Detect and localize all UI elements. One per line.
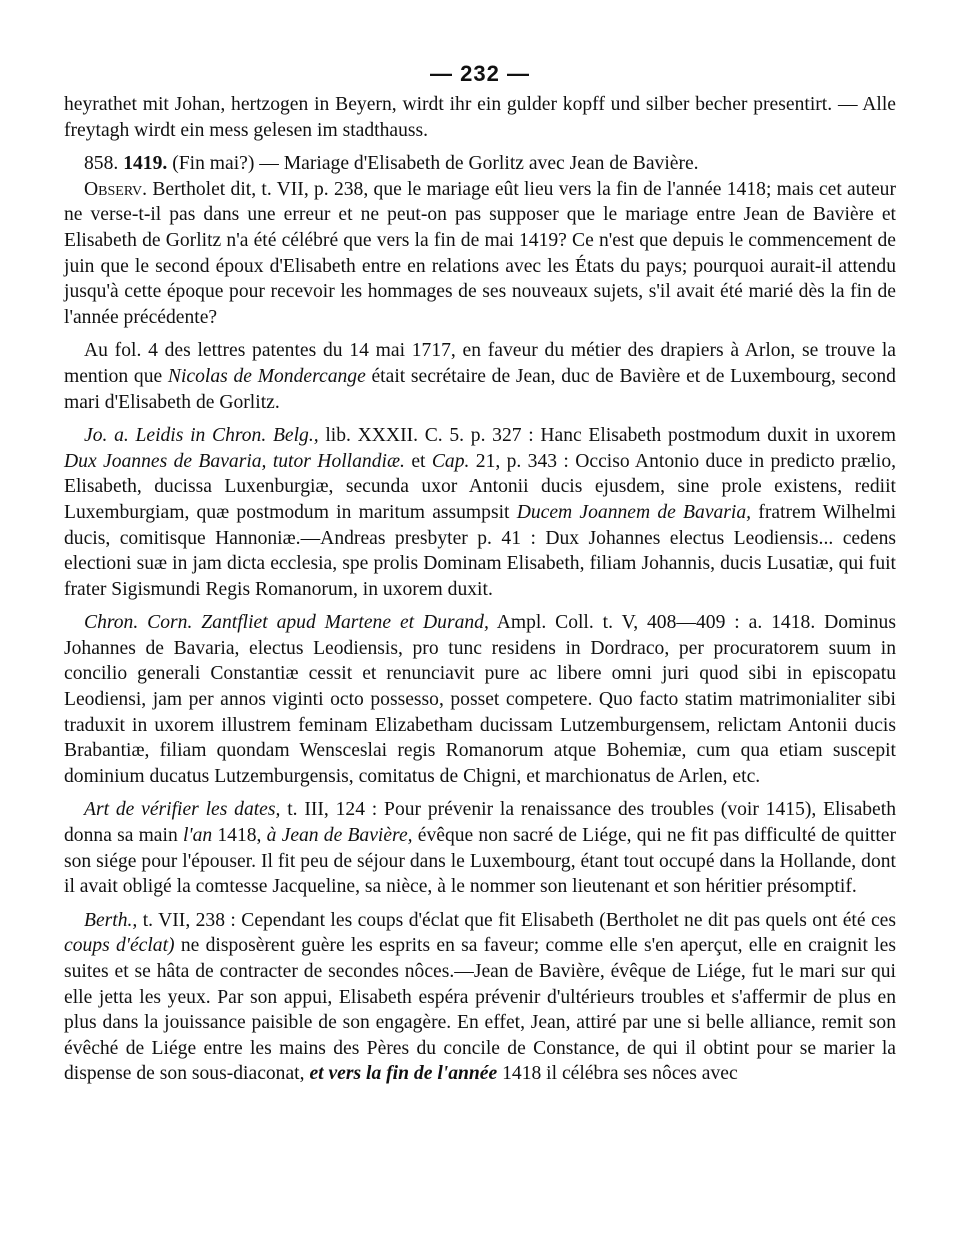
text-segment: 1418, (217, 825, 262, 847)
text-segment: 1418 il célébra ses nôces avec (502, 1063, 738, 1085)
italic-phrase: coups d'éclat) (64, 935, 175, 957)
italic-name: Nicolas de Mondercange (167, 365, 366, 387)
paragraph-leidis-chron (64, 423, 896, 602)
entry-title: (Fin mai?) — Mariage d'Elisabeth de Gorlitz avec Jean de Bavière. (172, 153, 699, 175)
italic-phrase: Cap. (431, 450, 470, 472)
source-citation: Jo. a. Leidis in Chron. Belg., (84, 425, 319, 447)
observation-text: Bertholet dit, t. VII, p. 238, que le mariage eût lieu vers la fin de l'année 1418; mais cet auteur ne verse-t-il pas dans une erreur et ne peut-on pas supposer que le mariage entre Jean de Bavière et Elisabeth de Gorlitz n'a été célébré que vers la fin de mai 1419? Ce n'est que depuis le commencement de juin que le second époux d'Elisabeth entre en relations avec les États du pays; pourquoi aurait-il attendu jusqu'à cette époque pour recevoir les hommages de ses nouveaux sujets, s'il avait été marié dès la fin de l'année précédente? (64, 178, 896, 328)
observation-paragraph (64, 177, 896, 331)
source-citation: Art de vérifier les dates, (84, 799, 281, 821)
italic-phrase: l'an (182, 825, 213, 847)
observation-label: Observ. (84, 178, 148, 200)
text-segment: était secrétaire de Jean, duc de Bavière et de Luxembourg, second mari d'Elisabeth de Gorlitz. (64, 365, 896, 413)
paragraph-1 (64, 92, 896, 143)
text-segment: t. III, 124 : Pour prévenir la renaissance des troubles (voir 1415), Elisabeth donna sa main (64, 799, 896, 847)
paragraph-art-de-verifier (64, 797, 896, 899)
source-citation: Berth., (84, 909, 138, 931)
source-citation: Chron. Corn. Zantfliet apud Martene et Durand, (84, 612, 489, 634)
paragraph-lettres-patentes (64, 338, 896, 415)
entry-number: 858. (84, 153, 119, 175)
text-segment: 21, p. 343 : Occiso Antonio duce in predicto prælio, Elisabeth, ducissa Luxenburgiæ, secunda uxor Antonii ducis ejusdem, sine prole existens, rediit Luxemburgiam, quæ postmodum in maritum assumpsit (64, 450, 897, 523)
document-page (64, 56, 896, 1087)
entry-858-heading (64, 151, 896, 177)
entry-year: 1419. (123, 153, 168, 175)
italic-phrase: Dux Joannes de Bavaria, tutor Hollandiæ. (64, 450, 405, 472)
text-segment: lib. XXXII. C. 5. p. 327 : Hanc Elisabeth postmodum duxit in uxorem (325, 425, 896, 447)
text-segment: Au fol. 4 des lettres patentes du 14 mai 1717, en faveur du métier des drapiers à Arlon, se trouve la mention que (64, 340, 896, 387)
page-number: — 232 — (430, 61, 530, 86)
text-segment: évêque non sacré de Liége, qui ne fit pas difficulté de quitter son siége pour l'épouser. Il fit peu de séjour dans le Luxembourg, étant tout occupé dans la Hollande, dont il avait obligé la comtesse Jacqueline, sa nièce, à le nommer son lieutenant et son héritier présomptif. (64, 825, 896, 898)
text-segment: ne disposèrent guère les esprits en sa faveur; comme elle s'en aperçut, elle en craignit les suites et se hâta de contracter de secondes nôces.—Jean de Bavière, évêque de Liége, fut le mari sur qui elle jetta les yeux. Par son appui, Elisabeth espéra prévenir d'ultérieurs troubles et s'affermir de plus en plus dans la jouissance paisible de son engagère. En effet, Jean, attiré par une si belle alliance, remit son évêché de Liége entre les mains des Pères du concile de Constance, de qui il obtint pour se marier la dispense de son sous-diaconat, (64, 935, 896, 1085)
text-segment: Ampl. Coll. t. V, 408—409 : a. 1418. Dominus Johannes de Bavaria, electus Leodiensis, pro tunc residens in Dordraco, per procuratorem suum in concilio generali Constantiæ cessit et renunciavit pure ac libere omni juri quod sibi in episcopatu Leodiensi, jam per annos viginti octo possesso, posset competere. Quo facto statim matrimonialiter sibi traduxit in uxorem illustrem feminam Elizabetham ducissam Lutzemburgensem, relictam Antonii ducis Brabantiæ, filiam quondam Wensceslai regis Romanorum atque Bohemiæ, cum qua etiam suscepit dominium ducatus Lutzemburgensis, comitatus de Chigni, et marchionatus de Arlen, etc. (64, 612, 896, 787)
paragraph-bertholet (64, 908, 896, 1087)
text-segment: fratrem Wilhelmi ducis, comitisque Hannoniæ.—Andreas presbyter p. 41 : Dux Johannes electus Leodiensis... cedens electioni suæ in jam dicta ecclesia, spe prolis Dominam Elisabeth, filiam Johannis, ducis Lusatiæ, qui fuit frater Sigismundi Regis Romanorum, in uxorem duxit. (64, 501, 897, 600)
paragraph-text: heyrathet mit Johan, hertzogen in Beyern, wirdt ihr ein gulder kopff und silber becher presentirt. — Alle freytagh wirdt ein mess gelesen im stadthauss. (64, 94, 896, 141)
paragraph-zantfliet (64, 610, 896, 789)
italic-phrase: à Jean de Bavière, (266, 825, 413, 847)
text-segment: et (411, 450, 426, 472)
text-segment: t. VII, 238 : Cependant les coups d'éclat que fit Elisabeth (Bertholet ne dit pas quels ont été ces (142, 909, 896, 931)
italic-phrase: et vers la fin de l'année (309, 1063, 498, 1085)
italic-phrase: Ducem Joannem de Bavaria, (516, 501, 752, 523)
